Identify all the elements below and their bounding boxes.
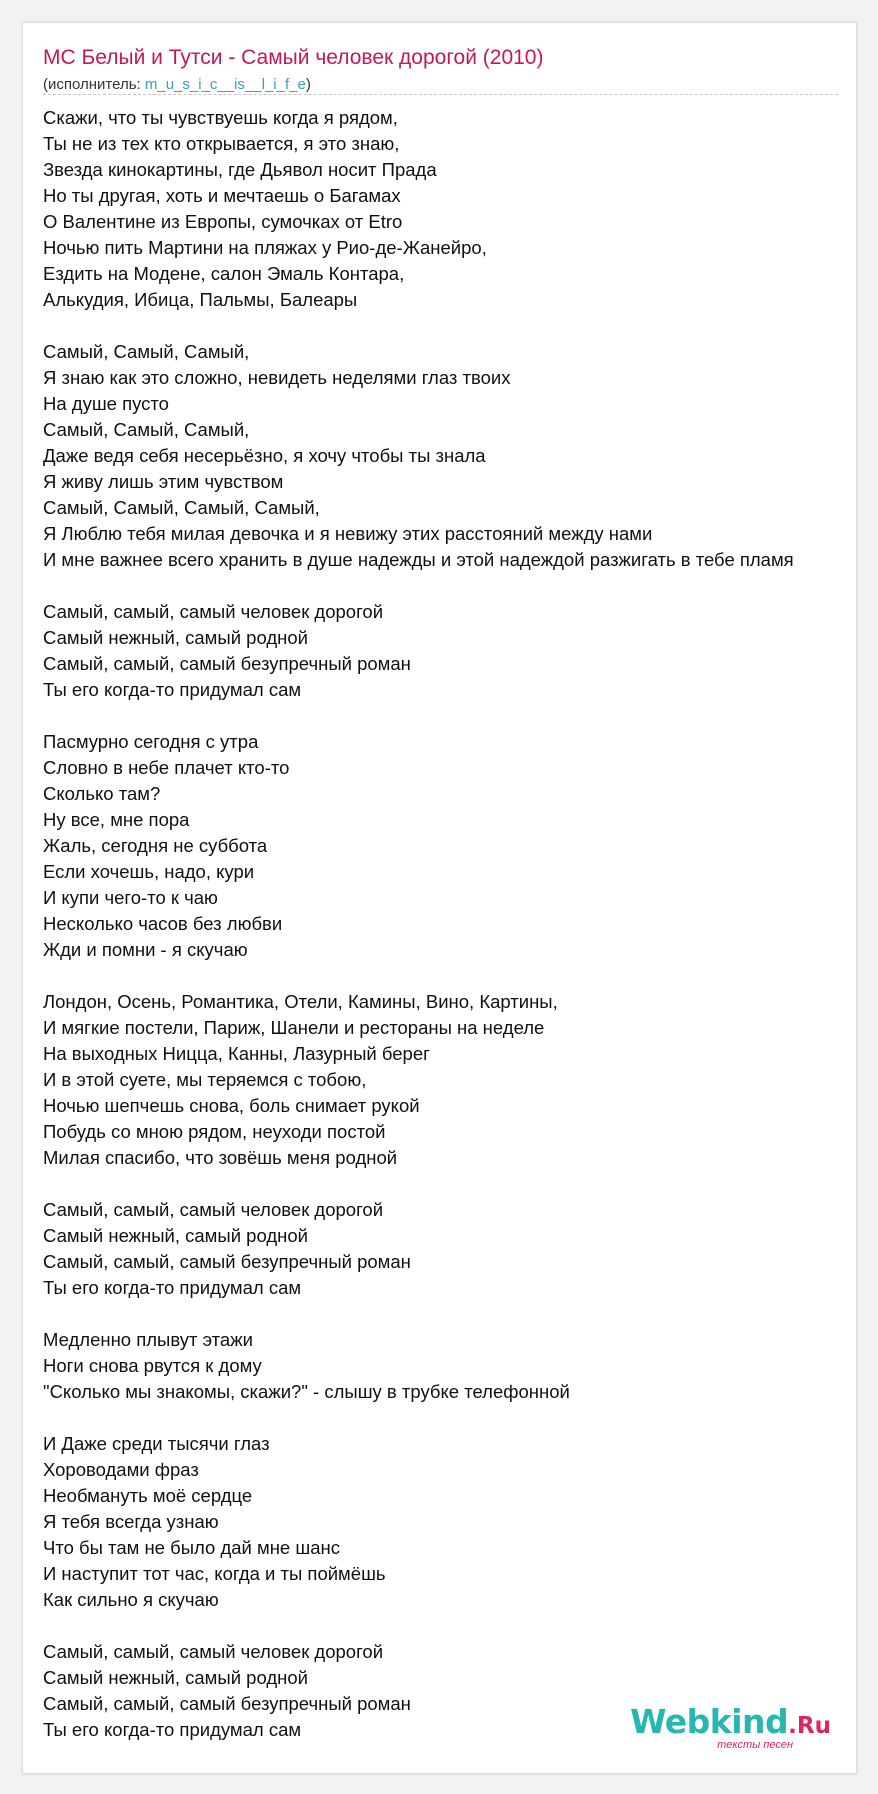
lyric-line: И купи чего-то к чаю (43, 887, 218, 908)
song-title: MC Белый и Тутси - Самый человек дорогой (2010) (43, 46, 544, 69)
artist-prefix: (исполнитель: (43, 76, 145, 93)
lyric-line: На душе пусто (43, 393, 169, 414)
lyric-line: Скажи, что ты чувствуешь когда я рядом, (43, 107, 398, 128)
lyrics-stanza (43, 599, 857, 703)
lyric-line: Ночью шепчешь снова, боль снимает рукой (43, 1095, 420, 1116)
lyric-line: Алькудия, Ибица, Пальмы, Балеары (43, 289, 358, 310)
lyrics-stanza (43, 105, 857, 313)
lyric-line: Я знаю как это сложно, невидеть неделями глаз твоих (43, 367, 511, 388)
lyric-line: Сколько там? (43, 783, 161, 804)
lyric-line: Но ты другая, хоть и мечтаешь о Багамах (43, 185, 401, 206)
artist-link[interactable]: m_u_s_i_c__is__l_i_f_e (144, 76, 306, 93)
lyric-line: Я Люблю тебя милая девочка и я невижу этих расстояний между нами (43, 523, 653, 544)
lyric-line: Медленно плывут этажи (43, 1329, 253, 1350)
webkind-logo[interactable] (630, 1702, 831, 1751)
lyric-line: Я тебя всегда узнаю (43, 1511, 219, 1532)
lyric-line: Самый, Самый, Самый, Самый, (43, 497, 320, 518)
lyric-line: "Сколько мы знакомы, скажи?" - слышу в трубке телефонной (43, 1381, 570, 1402)
lyrics-stanza (43, 989, 857, 1171)
lyric-line: Ночью пить Мартини на пляжах у Рио-де-Жанейро, (43, 237, 487, 258)
lyric-line: Самый нежный, самый родной (43, 1225, 308, 1246)
lyric-line: Ты его когда-то придумал сам (43, 1719, 302, 1740)
lyrics-stanza (43, 339, 857, 573)
lyric-line: Как сильно я скучаю (43, 1589, 219, 1610)
logo-tagline: тексты песен (717, 1739, 793, 1751)
lyric-line: Несколько часов без любви (43, 913, 283, 934)
lyric-line: Ноги снова рвутся к дому (43, 1355, 262, 1376)
lyric-line: И наступит тот час, когда и ты поймёшь (43, 1563, 386, 1584)
lyric-line: Пасмурно сегодня с утра (43, 731, 259, 752)
lyrics-body (43, 105, 857, 1769)
lyric-line: Жди и помни - я скучаю (43, 939, 248, 960)
lyric-line: Ездить на Модене, салон Эмаль Контара, (43, 263, 405, 284)
lyric-line: Ты его когда-то придумал сам (43, 679, 302, 700)
lyric-line: Ты не из тех кто открывается, я это знаю, (43, 133, 400, 154)
lyric-line: Самый, самый, самый безупречный роман (43, 1251, 411, 1272)
lyric-line: Необмануть моё сердце (43, 1485, 253, 1506)
lyrics-page (22, 22, 857, 1774)
lyric-line: О Валентине из Европы, сумочках от Etro (43, 211, 403, 232)
lyric-line: И в этой суете, мы теряемся с тобою, (43, 1069, 367, 1090)
logo-name: Webkind (630, 1702, 789, 1741)
lyric-line: Жаль, сегодня не суббота (43, 835, 268, 856)
lyric-line: Самый нежный, самый родной (43, 627, 308, 648)
lyric-line: Самый, Самый, Самый, (43, 419, 250, 440)
lyric-line: На выходных Ницца, Канны, Лазурный берег (43, 1043, 430, 1064)
lyric-line: Лондон, Осень, Романтика, Отели, Камины, Вино, Картины, (43, 991, 558, 1012)
artist-suffix: ) (305, 76, 311, 93)
lyric-line: Самый, самый, самый человек дорогой (43, 1641, 384, 1662)
lyrics-stanza (43, 1431, 857, 1613)
lyrics-stanza (43, 1197, 857, 1301)
lyric-line: Самый, самый, самый человек дорогой (43, 601, 384, 622)
lyric-line: Милая спасибо, что зовёшь меня родной (43, 1147, 398, 1168)
artist-line (43, 75, 311, 95)
lyric-line: Самый, самый, самый безупречный роман (43, 1693, 411, 1714)
lyric-line: Ну все, мне пора (43, 809, 190, 830)
lyric-line: Что бы там не было дай мне шанс (43, 1537, 340, 1558)
lyric-line: Даже ведя себя несерьёзно, я хочу чтобы ты знала (43, 445, 486, 466)
lyrics-stanza (43, 729, 857, 963)
lyric-line: Самый, Самый, Самый, (43, 341, 250, 362)
lyric-line: Самый, самый, самый человек дорогой (43, 1199, 384, 1220)
lyric-line: Самый, самый, самый безупречный роман (43, 653, 411, 674)
lyric-line: Я живу лишь этим чувством (43, 471, 284, 492)
lyric-line: Хороводами фраз (43, 1459, 199, 1480)
lyric-line: Ты его когда-то придумал сам (43, 1277, 302, 1298)
lyric-line: Словно в небе плачет кто-то (43, 757, 290, 778)
lyric-line: Самый нежный, самый родной (43, 1667, 308, 1688)
lyric-line: Звезда кинокартины, где Дьявол носит Прада (43, 159, 437, 180)
title-divider (43, 94, 838, 95)
lyric-line: Если хочешь, надо, кури (43, 861, 255, 882)
lyric-line: И Даже среди тысячи глаз (43, 1433, 270, 1454)
lyrics-stanza (43, 1327, 857, 1405)
logo-tld: .Ru (788, 1713, 831, 1739)
lyric-line: Побудь со мною рядом, неуходи постой (43, 1121, 386, 1142)
lyric-line: И мягкие постели, Париж, Шанели и рестораны на неделе (43, 1017, 545, 1038)
lyric-line: И мне важнее всего хранить в душе надежды и этой надеждой разжигать в тебе пламя (43, 549, 794, 570)
